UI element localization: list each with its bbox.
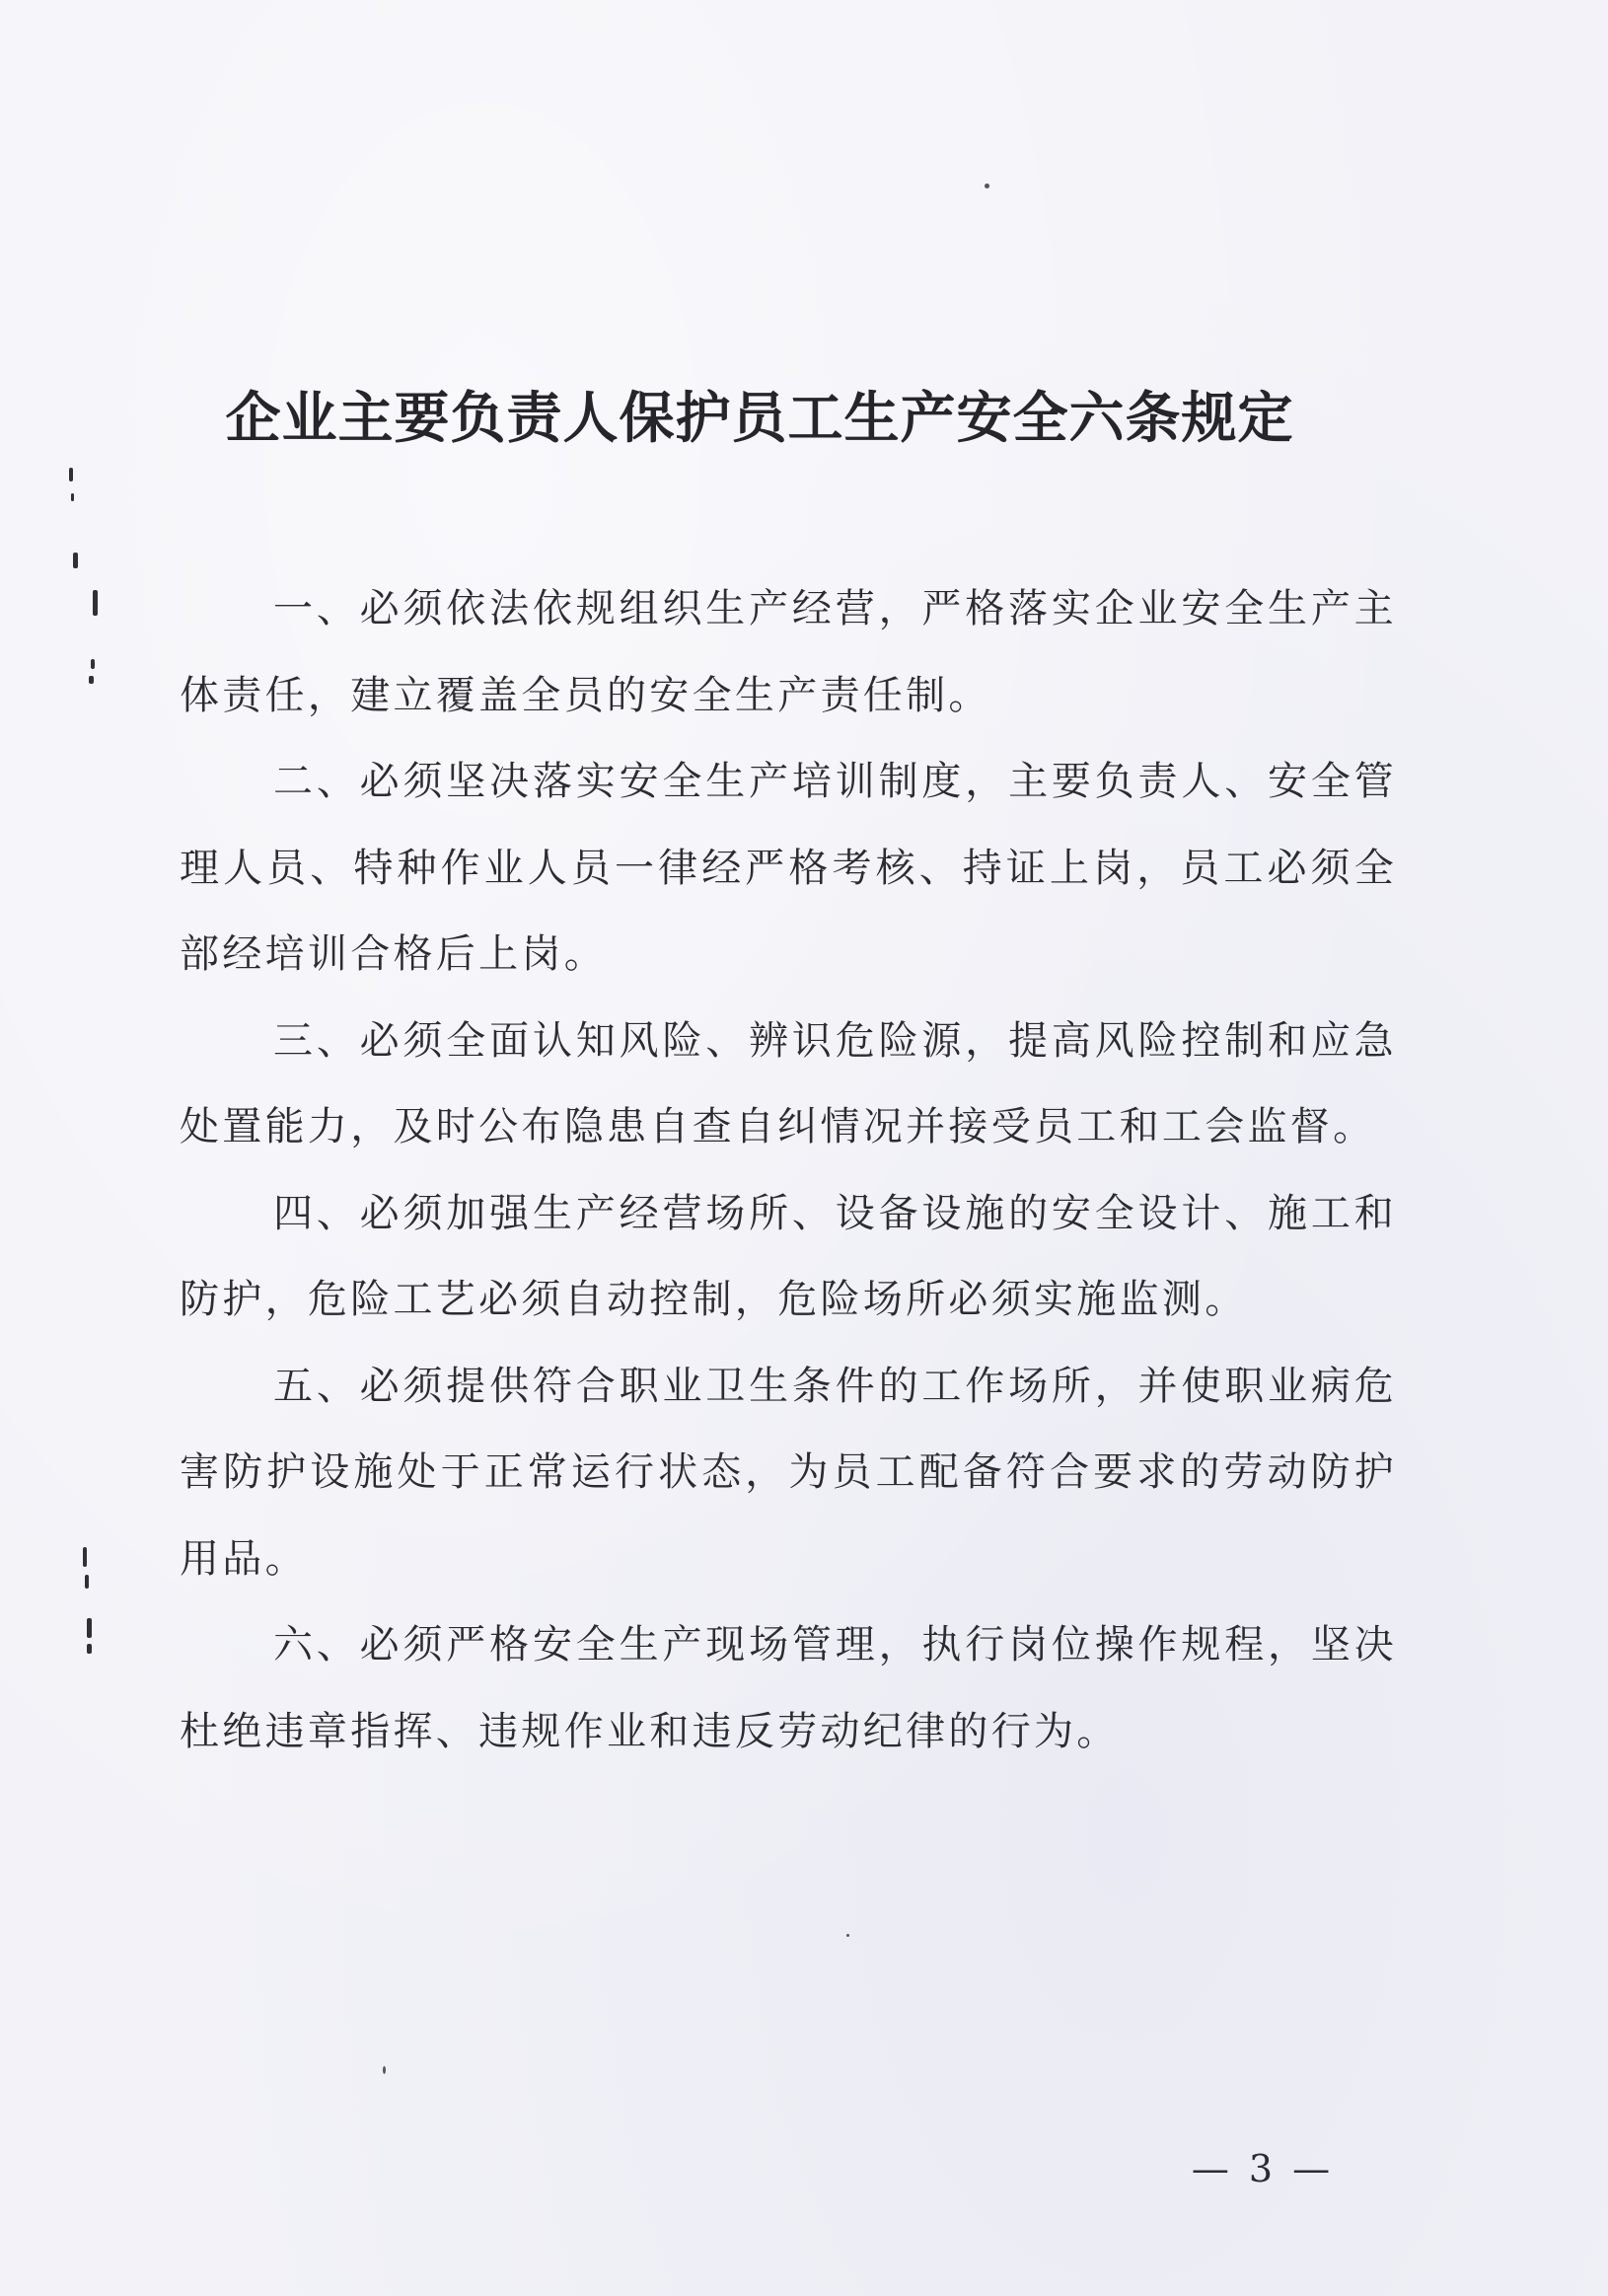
binding-mark [89, 676, 94, 684]
binding-mark [69, 468, 73, 481]
rule-paragraph-4: 四、必须加强生产经营场所、设备设施的安全设计、施工和防护，危险工艺必须自动控制，危险场所必须实施监测。 [180, 1190, 1397, 1322]
rule-paragraph-2: 二、必须坚决落实安全生产培训制度，主要负责人、安全管理人员、特种作业人员一律经严格考核、持证上岗，员工必须全部经培训合格后上岗。 [180, 759, 1397, 977]
scan-speck [985, 184, 989, 188]
binding-mark [91, 659, 95, 669]
binding-mark [87, 1644, 92, 1654]
binding-mark [71, 493, 74, 501]
binding-mark [85, 1575, 89, 1589]
rule-paragraph-3: 三、必须全面认知风险、辨识危险源，提高风险控制和应急处置能力，及时公布隐患自查自纠情况并接受员工和工会监督。 [180, 1017, 1397, 1149]
document-title: 企业主要负责人保护员工生产安全六条规定 [225, 387, 1294, 451]
rule-paragraph-6: 六、必须严格安全生产现场管理，执行岗位操作规程，坚决杜绝违章指挥、违规作业和违反劳动纪律的行为。 [180, 1622, 1397, 1754]
scan-speck [383, 2066, 386, 2074]
scan-speck [846, 1934, 849, 1937]
binding-mark [87, 1618, 92, 1638]
rule-paragraph-1: 一、必须依法依规组织生产经营，严格落实企业安全生产主体责任，建立覆盖全员的安全生产责任制。 [180, 586, 1397, 718]
rule-paragraph-5: 五、必须提供符合职业卫生条件的工作场所，并使职业病危害防护设施处于正常运行状态，为员工配备符合要求的劳动防护用品。 [180, 1363, 1397, 1582]
binding-mark [83, 1547, 87, 1567]
binding-mark [73, 553, 78, 568]
binding-mark [93, 590, 98, 616]
page-number: — 3 — [1191, 2147, 1335, 2190]
document-body [180, 566, 1397, 1775]
